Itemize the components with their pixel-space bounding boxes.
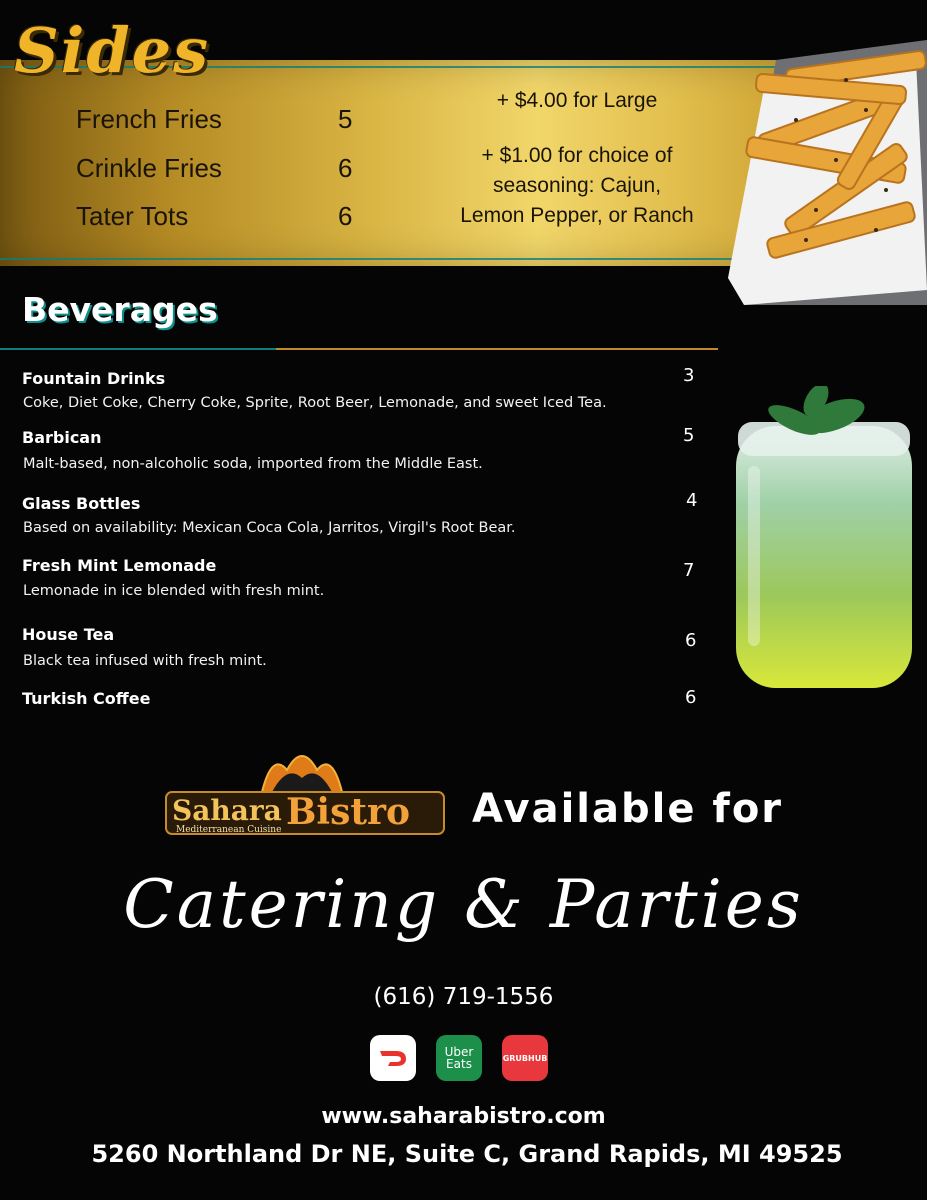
large-upcharge-note: + $4.00 for Large xyxy=(496,89,658,112)
beverages-divider-orange xyxy=(276,348,718,350)
beverage-price: 6 xyxy=(685,630,697,651)
side-item-name: French Fries xyxy=(76,104,222,134)
seasoning-note-line: seasoning: Cajun, xyxy=(492,174,662,197)
uber-eats-label-bottom: Eats xyxy=(446,1057,472,1071)
side-item-price: 5 xyxy=(338,104,353,134)
beverage-name: Turkish Coffee xyxy=(22,689,151,708)
phone-number: (616) 719-1556 xyxy=(373,984,554,1010)
doordash-icon xyxy=(370,1035,416,1081)
beverage-price: 4 xyxy=(686,490,698,511)
seasoning-note-line: Lemon Pepper, or Ranch xyxy=(460,204,694,227)
sides-title: Sides xyxy=(14,14,211,87)
crinkle-fries-photo xyxy=(716,20,927,305)
logo-text-bistro: Bistro xyxy=(286,791,410,833)
beverage-name: Glass Bottles xyxy=(22,494,141,513)
mint-lemonade-photo xyxy=(724,386,924,691)
beverage-price: 5 xyxy=(683,425,695,446)
logo-text-sahara: Sahara xyxy=(172,794,282,827)
grubhub-icon xyxy=(502,1035,548,1081)
beverage-price: 3 xyxy=(683,365,695,386)
beverage-name: Fountain Drinks xyxy=(22,369,166,388)
logo-tagline: Mediterranean Cuisine xyxy=(176,825,282,835)
uber-eats-icon xyxy=(436,1035,482,1081)
side-item-name: Crinkle Fries xyxy=(76,153,222,183)
beverage-description: Black tea infused with fresh mint. xyxy=(23,653,267,669)
beverages-divider-teal xyxy=(0,348,276,350)
available-for-heading: Available for xyxy=(472,786,784,832)
beverage-price: 6 xyxy=(685,687,697,708)
beverage-name: House Tea xyxy=(22,625,115,644)
beverage-description: Malt-based, non-alcoholic soda, imported from the Middle East. xyxy=(23,456,483,472)
side-item-price: 6 xyxy=(338,153,353,183)
sahara-bistro-logo xyxy=(162,742,448,842)
catering-parties-heading: Catering & Parties xyxy=(123,866,804,943)
grubhub-label: GRUBHUB xyxy=(502,1053,548,1063)
beverages-title: Beverages xyxy=(22,290,218,329)
side-item-name: Tater Tots xyxy=(76,201,189,231)
beverage-description: Based on availability: Mexican Coca Cola, Jarritos, Virgil's Root Bear. xyxy=(23,520,516,536)
street-address: 5260 Northland Dr NE, Suite C, Grand Rapids, MI 49525 xyxy=(91,1140,843,1168)
uber-eats-label-top: Uber xyxy=(444,1045,474,1059)
seasoning-note-line: + $1.00 for choice of xyxy=(481,144,673,167)
side-item-price: 6 xyxy=(338,201,353,231)
beverage-description: Lemonade in ice blended with fresh mint. xyxy=(23,583,325,599)
beverage-price: 7 xyxy=(683,560,695,581)
beverage-name: Fresh Mint Lemonade xyxy=(22,556,217,575)
website-url: www.saharabistro.com xyxy=(321,1104,606,1129)
beverage-description: Coke, Diet Coke, Cherry Coke, Sprite, Root Beer, Lemonade, and sweet Iced Tea. xyxy=(23,395,607,411)
beverage-name: Barbican xyxy=(22,428,102,447)
